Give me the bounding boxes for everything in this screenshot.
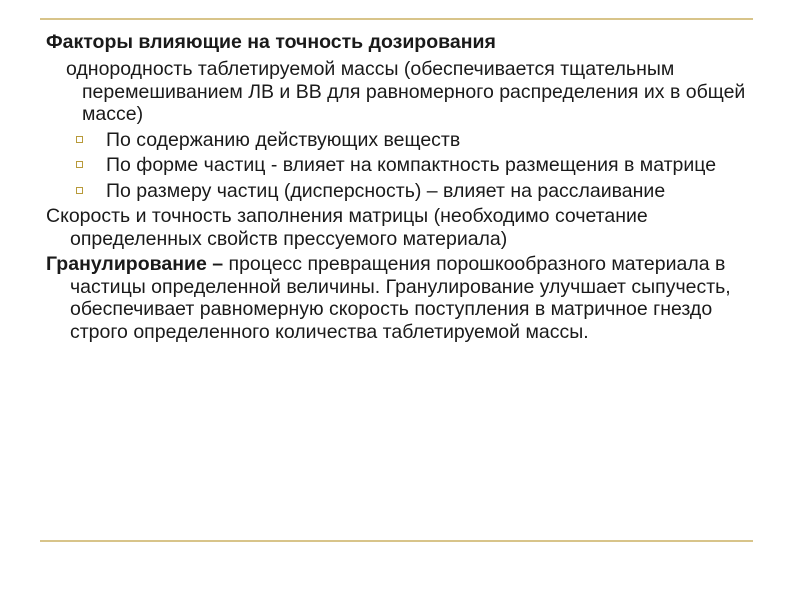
bullet-text: По содержанию действующих веществ	[106, 128, 461, 151]
granulation-paragraph	[46, 253, 751, 343]
slide-title: Факторы влияющие на точность дозирования	[46, 31, 496, 53]
slide-content	[46, 30, 751, 346]
hollow-square-bullet-icon	[76, 136, 83, 143]
granulation-term: Гранулирование –	[46, 253, 224, 275]
granulation-definition: процесс превращения порошкообразного материала в частицы определенной величины. Гранулирование улучшает сыпучесть, обеспечивает равномерную скорость поступления в матричное гнездо строго определенного количества таблетируемой массы.	[70, 253, 731, 343]
hollow-square-bullet-icon	[76, 161, 83, 168]
factor-bullet-list	[46, 129, 751, 203]
bullet-text: По размеру частиц (дисперсность) – влияет на расслаивание	[106, 179, 666, 202]
matrix-filling-paragraph: Скорость и точность заполнения матрицы (необходимо сочетание определенных свойств прессуемого материала)	[46, 205, 648, 250]
bullet-item-particle-size	[46, 180, 751, 203]
bullet-item-substances	[46, 129, 751, 152]
top-divider	[40, 18, 753, 20]
bullet-item-particle-shape	[46, 154, 751, 177]
hollow-square-bullet-icon	[76, 187, 83, 194]
homogeneity-item: однородность таблетируемой массы (обеспечивается тщательным перемешиванием ЛВ и ВВ для равномерного распределения их в общей массе)	[66, 58, 746, 125]
bottom-divider	[40, 540, 753, 542]
bullet-text: По форме частиц - влияет на компактность размещения в матрице	[106, 154, 717, 176]
